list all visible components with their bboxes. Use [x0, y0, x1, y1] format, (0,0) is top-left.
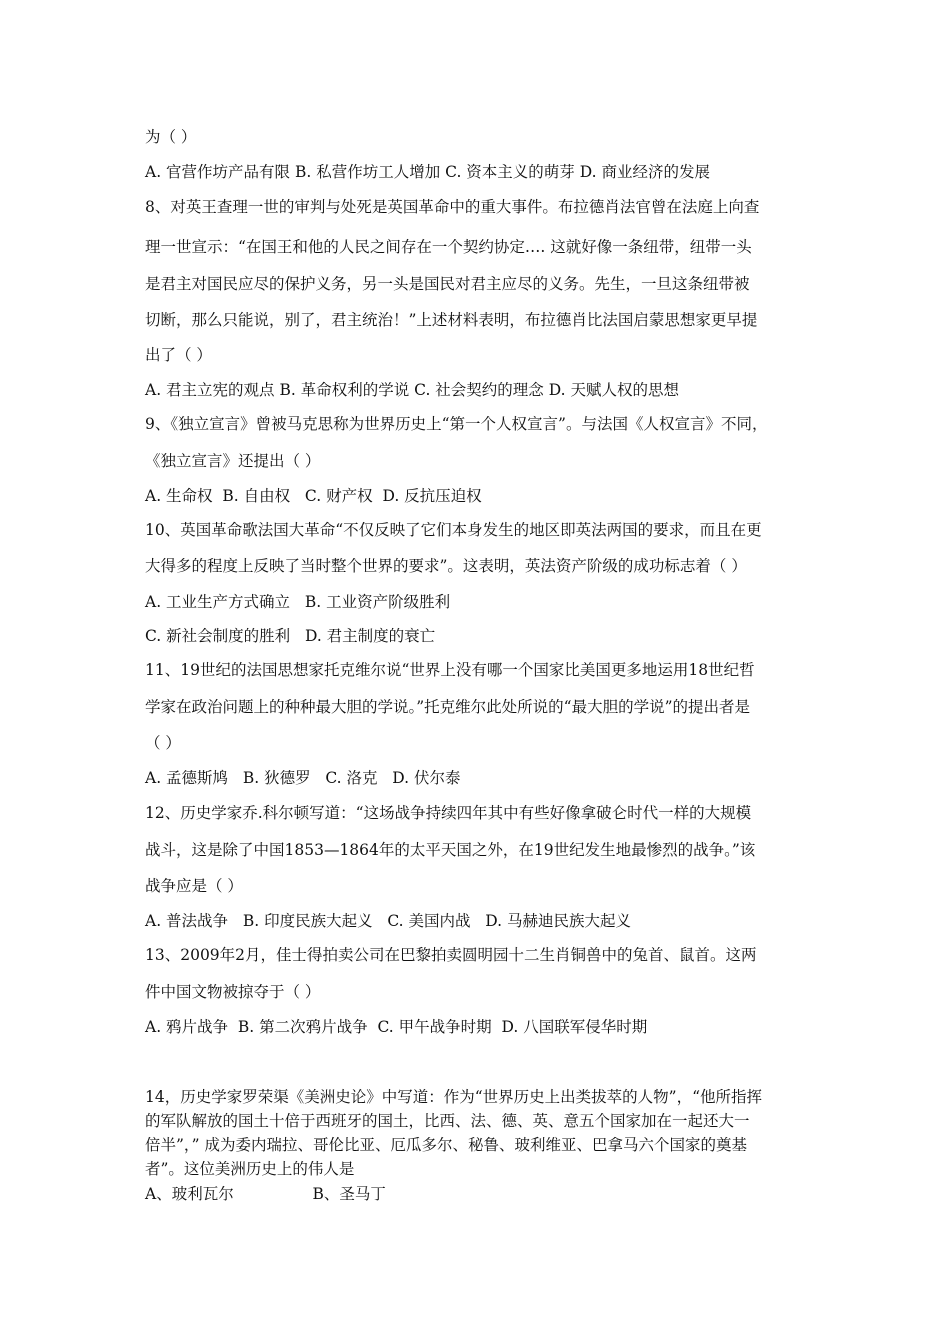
q8-stem-line-5: 出了（ ）	[145, 346, 212, 364]
q13-options: A. 鸦片战争 B. 第二次鸦片战争 C. 甲午战争时期 D. 八国联军侵华时期	[145, 1018, 648, 1036]
q13-stem-line-1: 13、2009年2月，佳士得拍卖公司在巴黎拍卖圆明园十二生肖铜兽中的兔首、鼠首。这两	[145, 946, 757, 964]
q8-stem-line-1: 8、对英王查理一世的审判与处死是英国革命中的重大事件。布拉德肖法官曾在法庭上向查	[145, 198, 760, 216]
q11-stem-line-2: 学家在政治问题上的种种最大胆的学说。”托克维尔此处所说的“最大胆的学说”的提出者是	[145, 698, 751, 716]
q12-stem-line-3: 战争应是（ ）	[145, 877, 243, 895]
q8-options: A. 君主立宪的观点 B. 革命权利的学说 C. 社会契约的理念 D. 天赋人权的思想	[145, 381, 679, 399]
q11-stem-line-1: 11、19世纪的法国思想家托克维尔说“世界上没有哪一个国家比美国更多地运用18世纪哲	[145, 661, 755, 679]
q10-stem-line-2: 大得多的程度上反映了当时整个世界的要求”。这表明，英法资产阶级的成功标志着（ ）	[145, 557, 747, 575]
q12-options: A. 普法战争 B. 印度民族大起义 C. 美国内战 D. 马赫迪民族大起义	[145, 912, 632, 930]
q14-stem-line-3: 倍半”，” 成为委内瑞拉、哥伦比亚、厄瓜多尔、秘鲁、玻利维亚、巴拿马六个国家的奠基	[145, 1136, 748, 1154]
q11-options: A. 孟德斯鸠 B. 狄德罗 C. 洛克 D. 伏尔泰	[145, 769, 461, 787]
q9-stem-line-2: 《独立宣言》还提出（ ）	[145, 452, 321, 470]
q14-stem-line-4: 者”。这位美洲历史上的伟人是	[145, 1160, 355, 1178]
q12-stem-line-2: 战斗，这是除了中国1853—1864年的太平天国之外，在19世纪发生地最惨烈的战争。”该	[145, 841, 756, 859]
q12-stem-line-1: 12、历史学家乔.科尔顿写道：“这场战争持续四年其中有些好像拿破仑时代一样的大规模	[145, 804, 752, 822]
q8-stem-line-2: 理一世宣示：“在国王和他的人民之间存在一个契约协定…. 这就好像一条纽带，纽带一头	[145, 238, 752, 256]
q11-stem-line-3: （ ）	[145, 734, 181, 752]
q14-options: A、玻利瓦尔 B、圣马丁	[145, 1185, 386, 1203]
q13-stem-line-2: 件中国文物被掠夺于（ ）	[145, 983, 321, 1001]
q10-stem-line-1: 10、英国革命歌法国大革命“不仅反映了它们本身发生的地区即英法两国的要求，而且在更	[145, 521, 762, 539]
q7-options: A. 官营作坊产品有限 B. 私营作坊工人增加 C. 资本主义的萌芽 D. 商业经济的发展	[145, 163, 710, 181]
q9-stem-line-1: 9、《独立宣言》曾被马克思称为世界历史上“第一个人权宣言”。与法国《人权宣言》不同，	[145, 415, 768, 433]
q10-options-line-1: A. 工业生产方式确立 B. 工业资产阶级胜利	[145, 593, 451, 611]
q8-stem-line-3: 是君主对国民应尽的保护义务，另一头是国民对君主应尽的义务。先生，一旦这条纽带被	[145, 275, 750, 293]
q9-options: A. 生命权 B. 自由权 C. 财产权 D. 反抗压迫权	[145, 487, 482, 505]
q8-stem-line-4: 切断，那么只能说，别了，君主统治！”上述材料表明，布拉德肖比法国启蒙思想家更早提	[145, 311, 758, 329]
q14-stem-line-2: 的军队解放的国土十倍于西班牙的国土，比西、法、德、英、意五个国家加在一起还大一	[145, 1112, 750, 1130]
q14-stem-line-1: 14，历史学家罗荣渠《美洲史论》中写道：作为“世界历史上出类拔萃的人物”，“他所指挥	[145, 1088, 762, 1106]
q7-stem-end: 为（ ）	[145, 128, 197, 146]
q10-options-line-2: C. 新社会制度的胜利 D. 君主制度的衰亡	[145, 627, 436, 645]
